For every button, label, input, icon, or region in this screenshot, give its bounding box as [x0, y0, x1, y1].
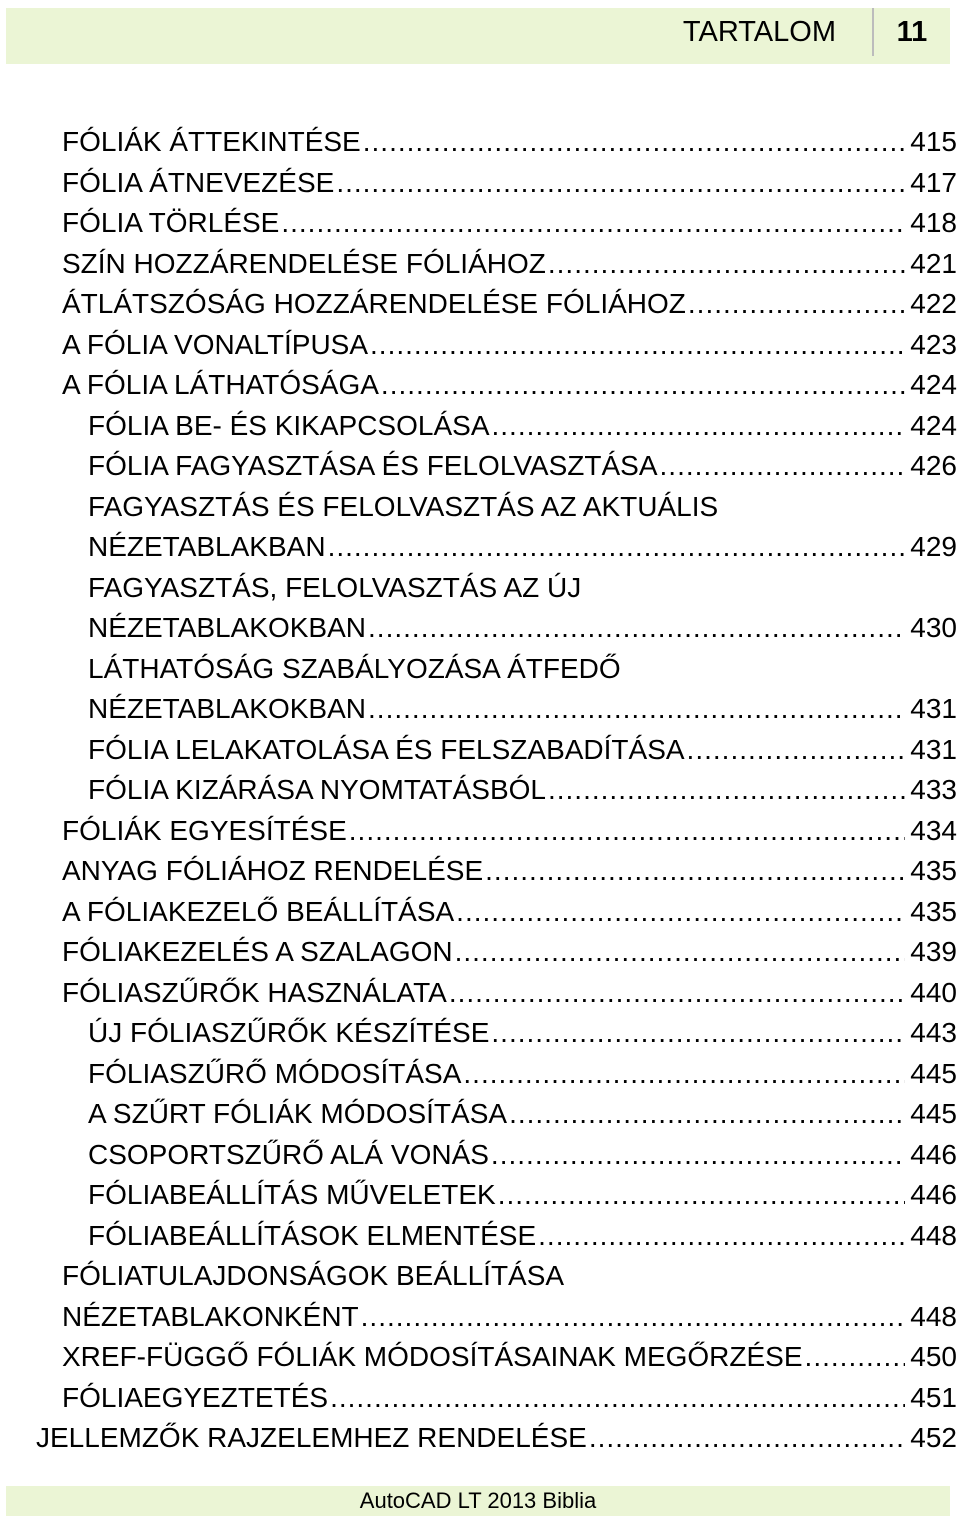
toc-entry-title: NÉZETABLAKBAN [88, 531, 326, 562]
dot-leader [498, 1175, 906, 1216]
toc-page-number: 431 [910, 693, 957, 724]
toc-page-number: 445 [910, 1098, 957, 1129]
toc-entry-line [62, 1378, 957, 1419]
toc-page-number: 451 [910, 1381, 957, 1413]
toc-entry-line [88, 1175, 957, 1216]
toc-entry-title: NÉZETABLAKOKBAN [88, 693, 367, 724]
toc-page-number: 439 [910, 936, 957, 967]
toc-entry-title: FÓLIASZŰRŐK HASZNÁLATA [62, 976, 447, 1008]
toc-entry-title: A FÓLIA LÁTHATÓSÁGA [62, 369, 379, 400]
toc-entry[interactable] [62, 851, 957, 892]
toc-entry[interactable] [62, 163, 957, 204]
toc-entry-title: FAGYASZTÁS, FELOLVASZTÁS AZ ÚJ [88, 571, 582, 603]
toc-page-number: 423 [910, 328, 957, 360]
toc-entry-line [88, 1054, 957, 1095]
toc-entry-title: FÓLIABEÁLLÍTÁS MŰVELETEK [88, 1179, 496, 1210]
toc-entry-title: FÓLIA BE- ÉS KIKAPCSOLÁSA [88, 409, 490, 441]
toc-entry[interactable] [88, 1216, 957, 1257]
toc-entry-title: FAGYASZTÁS ÉS FELOLVASZTÁS AZ AKTUÁLIS [88, 490, 719, 522]
toc-entry-line [88, 1094, 957, 1135]
toc-entry[interactable] [88, 1175, 957, 1216]
toc-page-number: 424 [910, 409, 957, 441]
toc-entry-title: FÓLIA TÖRLÉSE [62, 207, 280, 238]
toc-entry-line [62, 365, 957, 406]
toc-page-number: 446 [910, 1138, 957, 1170]
toc-entry[interactable] [62, 284, 957, 325]
toc-entry-line [62, 244, 957, 285]
toc-entry-title: FÓLIA ÁTNEVEZÉSE [62, 166, 335, 198]
toc-entry[interactable] [62, 973, 957, 1014]
toc-page-number: 435 [910, 895, 957, 927]
toc-entry-title: FÓLIATULAJDONSÁGOK BEÁLLÍTÁSA [62, 1260, 565, 1291]
toc-entry-title: ANYAG FÓLIÁHOZ RENDELÉSE [62, 855, 484, 886]
toc-entry[interactable] [62, 892, 957, 933]
toc-entry-title: ÚJ FÓLIASZŰRŐK KÉSZÍTÉSE [88, 1017, 490, 1048]
toc-page-number: 431 [910, 733, 957, 765]
toc-entry[interactable] [62, 811, 957, 852]
toc-page-number: 450 [910, 1341, 957, 1372]
toc-page-number: 429 [910, 531, 957, 562]
toc-entry[interactable] [88, 730, 957, 771]
dot-leader [370, 325, 905, 366]
dot-leader [363, 122, 906, 163]
toc-entry-line [88, 446, 957, 487]
toc-page-number: 422 [910, 288, 957, 319]
toc-entry[interactable] [62, 122, 957, 163]
toc-page-number: 448 [910, 1219, 957, 1251]
header-title: TARTALOM [682, 16, 836, 48]
toc-page-number: 445 [910, 1057, 957, 1089]
toc-entry-line [62, 973, 957, 1014]
toc-entry-title: FÓLIAKEZELÉS A SZALAGON [62, 936, 453, 967]
dot-leader [491, 1013, 905, 1054]
toc-entry[interactable] [88, 1013, 957, 1054]
toc-entry-line [62, 1297, 957, 1338]
toc-entry-title: NÉZETABLAKONKÉNT [62, 1300, 359, 1332]
toc-page-number: 430 [910, 612, 957, 643]
toc-entry-line [88, 730, 957, 771]
toc-entry-line [36, 1418, 957, 1459]
dot-leader [538, 1216, 905, 1257]
toc-entry[interactable] [88, 770, 957, 811]
toc-entry-title: FÓLIASZŰRŐ MÓDOSÍTÁSA [88, 1057, 462, 1089]
dot-leader [805, 1337, 906, 1378]
dot-leader [328, 527, 906, 568]
toc-entry-title: A SZŰRT FÓLIÁK MÓDOSÍTÁSA [88, 1098, 508, 1129]
toc-page-number: 435 [910, 855, 957, 886]
toc-entry-title: A FÓLIAKEZELŐ BEÁLLÍTÁSA [62, 895, 455, 927]
toc-entry-line [88, 1013, 957, 1054]
toc-entry-line [88, 649, 957, 690]
header-page-number: 11 [896, 16, 928, 48]
toc-entry-line [62, 811, 957, 852]
toc-entry-line [88, 487, 957, 528]
dot-leader [660, 446, 906, 487]
toc-page-number: 433 [910, 774, 957, 805]
toc-page-number: 443 [910, 1017, 957, 1048]
dot-leader [455, 932, 906, 973]
page-header [6, 8, 950, 64]
toc-entry[interactable] [88, 487, 957, 568]
dot-leader [491, 1135, 905, 1176]
toc-entry-line [88, 608, 957, 649]
toc-entry[interactable] [62, 244, 957, 285]
dot-leader [509, 1094, 905, 1135]
toc-entry-title: JELLEMZŐK RAJZELEMHEZ RENDELÉSE [36, 1422, 587, 1453]
toc-entry-line [88, 689, 957, 730]
toc-entry-line [62, 284, 957, 325]
toc-entry-line [88, 527, 957, 568]
dot-leader [548, 244, 905, 285]
toc-entry-title: FÓLIABEÁLLÍTÁSOK ELMENTÉSE [88, 1219, 537, 1251]
toc-page-number: 424 [910, 369, 957, 400]
dot-leader [456, 892, 905, 933]
toc-entry[interactable] [36, 1418, 957, 1459]
toc-entry-line [62, 892, 957, 933]
toc-page-number: 415 [910, 126, 957, 157]
toc-entry[interactable] [88, 1054, 957, 1095]
toc-entry[interactable] [88, 649, 957, 730]
dot-leader [492, 406, 906, 447]
toc-entry-line [88, 770, 957, 811]
toc-entry-line [62, 325, 957, 366]
toc-page-number: 446 [910, 1179, 957, 1210]
toc-entry-title: FÓLIÁK ÁTTEKINTÉSE [62, 126, 361, 157]
dot-leader [361, 1297, 906, 1338]
toc-entry-title: FÓLIA KIZÁRÁSA NYOMTATÁSBÓL [88, 774, 546, 805]
toc-page-number: 417 [910, 166, 957, 198]
page-footer: AutoCAD LT 2013 Biblia [6, 1486, 950, 1516]
toc-entry[interactable] [62, 203, 957, 244]
toc-entry-line [88, 1216, 957, 1257]
toc-entry[interactable] [62, 1256, 957, 1337]
dot-leader [349, 811, 906, 852]
toc-entry[interactable] [62, 365, 957, 406]
toc-page-number: 448 [910, 1300, 957, 1332]
toc-entry-line [62, 851, 957, 892]
toc-entry-line [62, 932, 957, 973]
toc-entry-title: A FÓLIA VONALTÍPUSA [62, 328, 369, 360]
toc-entry-title: FÓLIA LELAKATOLÁSA ÉS FELSZABADÍTÁSA [88, 733, 685, 765]
toc-entry-line [62, 203, 957, 244]
dot-leader [485, 851, 905, 892]
toc-entry-line [62, 122, 957, 163]
dot-leader [330, 1378, 905, 1419]
toc-entry[interactable] [62, 325, 957, 366]
toc-entry[interactable] [88, 446, 957, 487]
dot-leader [336, 163, 905, 204]
toc-entry-title: LÁTHATÓSÁG SZABÁLYOZÁSA ÁTFEDŐ [88, 652, 621, 684]
dot-leader [368, 689, 905, 730]
toc-entry-line [88, 406, 957, 447]
toc-entry[interactable] [88, 1094, 957, 1135]
toc-page-number: 440 [910, 976, 957, 1008]
toc-entry-title: FÓLIAEGYEZTETÉS [62, 1381, 329, 1413]
toc-entry-title: CSOPORTSZŰRŐ ALÁ VONÁS [88, 1138, 489, 1170]
toc-entry-line [62, 1256, 957, 1297]
dot-leader [688, 284, 905, 325]
toc-page-number: 434 [910, 814, 957, 846]
toc-entry-title: SZÍN HOZZÁRENDELÉSE FÓLIÁHOZ [62, 247, 546, 279]
dot-leader [449, 973, 905, 1014]
toc-entry[interactable] [62, 1378, 957, 1419]
dot-leader [463, 1054, 905, 1095]
toc-entry[interactable] [62, 932, 957, 973]
toc-entry-title: XREF-FÜGGŐ FÓLIÁK MÓDOSÍTÁSAINAK MEGŐRZÉSE [62, 1341, 803, 1372]
toc-page-number: 418 [910, 207, 957, 238]
toc-page-number: 421 [910, 247, 957, 279]
toc-entry-title: FÓLIÁK EGYESÍTÉSE [62, 814, 347, 846]
toc-entry-title: ÁTLÁTSZÓSÁG HOZZÁRENDELÉSE FÓLIÁHOZ [62, 288, 686, 319]
dot-leader [281, 203, 905, 244]
toc-entry-line [88, 568, 957, 609]
dot-leader [687, 730, 906, 771]
toc-page-number: 452 [910, 1422, 957, 1453]
dot-leader [548, 770, 905, 811]
dot-leader [589, 1418, 905, 1459]
toc-entry-line [62, 1337, 957, 1378]
dot-leader [381, 365, 905, 406]
toc-entry[interactable] [88, 406, 957, 447]
toc-entry[interactable] [88, 568, 957, 649]
dot-leader [368, 608, 905, 649]
toc-entry[interactable] [88, 1135, 957, 1176]
toc-entry-title: FÓLIA FAGYASZTÁSA ÉS FELOLVASZTÁSA [88, 450, 658, 481]
toc-entry-line [88, 1135, 957, 1176]
toc-entry[interactable] [62, 1337, 957, 1378]
toc-entry-title: NÉZETABLAKOKBAN [88, 612, 367, 643]
toc-entry-line [62, 163, 957, 204]
toc-page-number: 426 [910, 450, 957, 481]
